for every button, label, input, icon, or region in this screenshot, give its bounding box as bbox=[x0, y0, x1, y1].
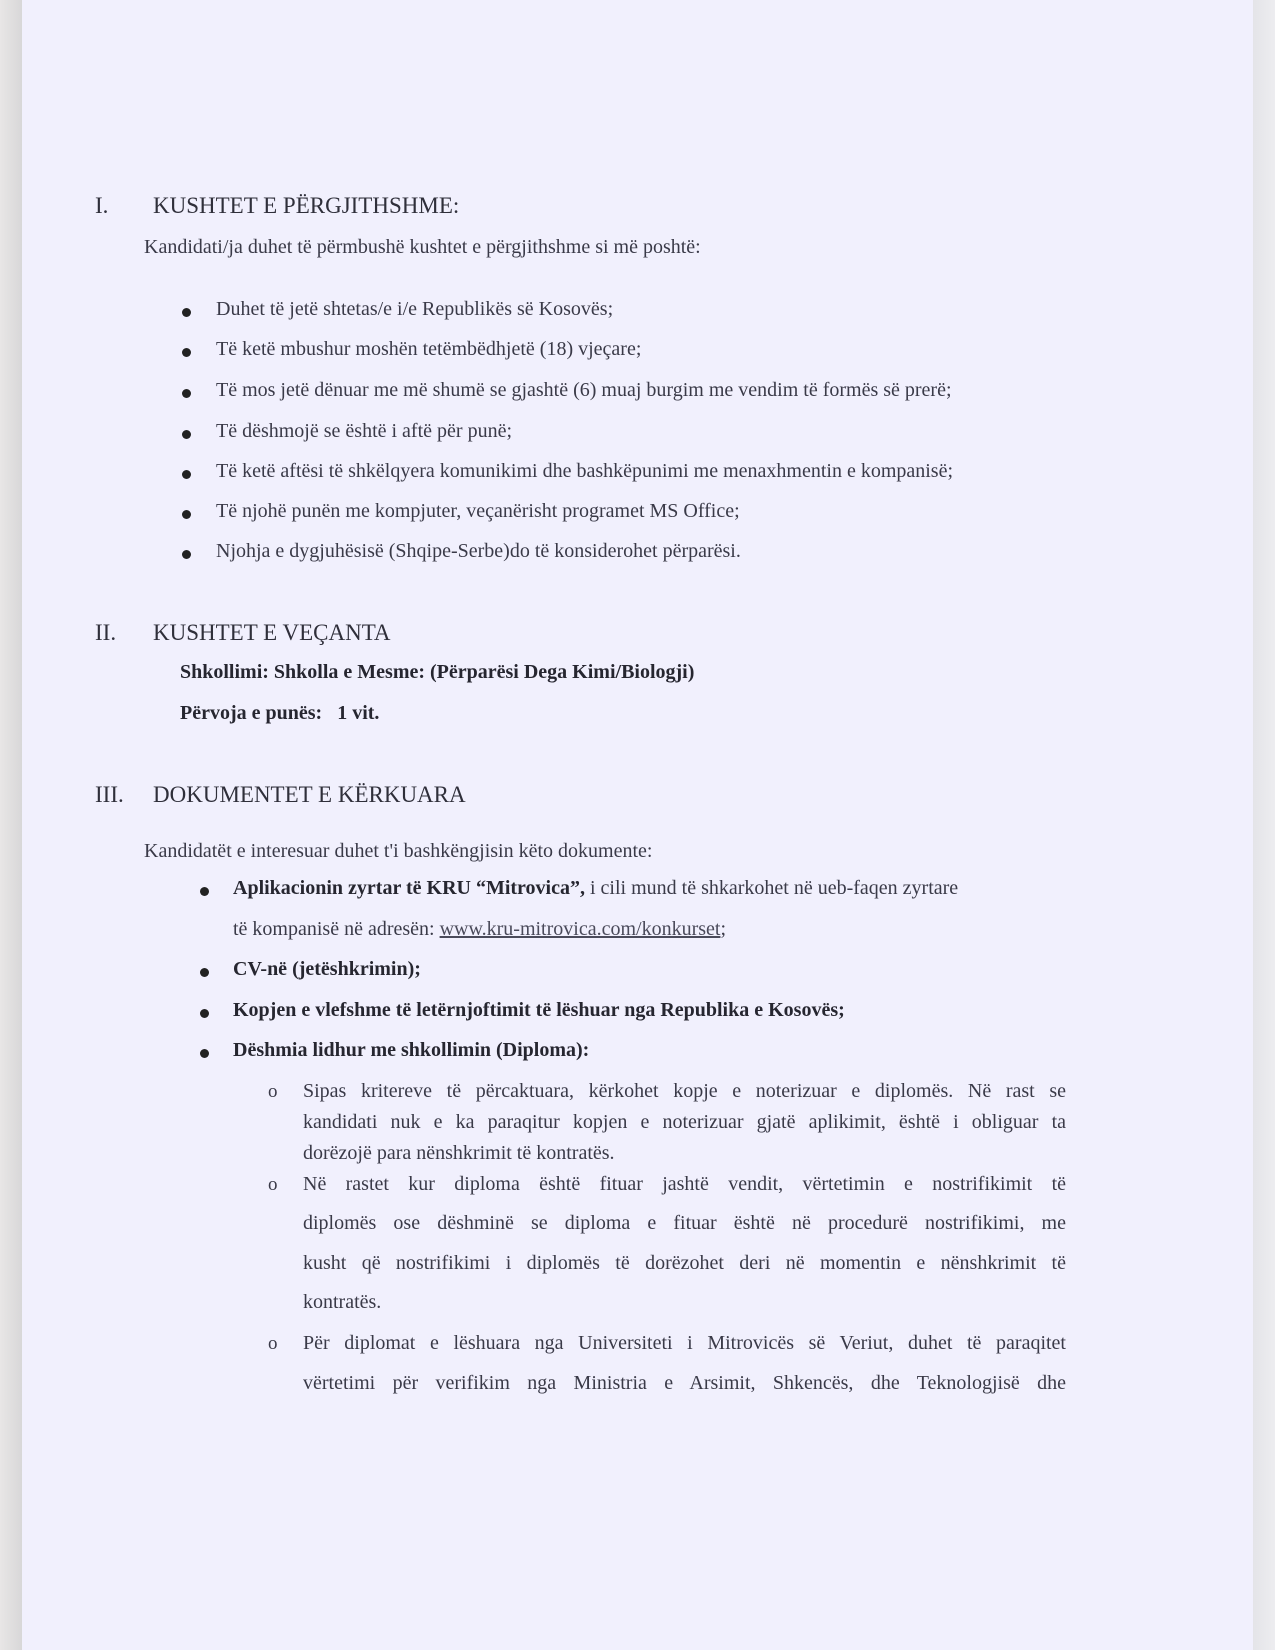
section-number: II. bbox=[95, 620, 117, 645]
bullet-icon bbox=[200, 887, 209, 896]
sub-item-line: Në rastet kur diploma është fituar jashtë vendit, vërtetimin e nostrifikimit të bbox=[303, 1173, 1066, 1195]
konkurset-link[interactable]: www.kru-mitrovica.com/konkurset bbox=[439, 918, 721, 940]
section-number: I. bbox=[95, 193, 109, 218]
sub-item-line: Sipas kritereve të përcaktuara, kërkohet kopje e noterizuar e diplomës. Në rast se bbox=[303, 1080, 1066, 1102]
bullet-icon bbox=[182, 430, 191, 439]
list-item: CV-në (jetëshkrimin); bbox=[233, 958, 421, 980]
section-1-intro: Kandidati/ja duhet të përmbushë kushtet e përgjithshme si më poshtë: bbox=[144, 236, 701, 258]
circle-bullet-icon: o bbox=[268, 1333, 278, 1354]
list-item: Të ketë aftësi të shkëlqyera komunikimi dhe bashkëpunimi me menaxhmentin e kompanisë; bbox=[216, 460, 954, 482]
section-title: KUSHTET E PËRGJITHSHME: bbox=[153, 193, 460, 218]
circle-bullet-icon: o bbox=[268, 1174, 278, 1195]
work-experience-requirement: Përvoja e punës: 1 vit. bbox=[180, 702, 380, 724]
section-title: DOKUMENTET E KËRKUARA bbox=[153, 782, 466, 807]
list-item: Duhet të jetë shtetas/e i/e Republikës së Kosovës; bbox=[216, 298, 614, 320]
scan-left-edge bbox=[0, 0, 22, 1650]
bullet-icon bbox=[182, 389, 191, 398]
bullet-icon bbox=[182, 470, 191, 479]
list-item: Të ketë mbushur moshën tetëmbëdhjetë (18) vjeçare; bbox=[216, 338, 642, 360]
item-text: të kompanisë në adresën: bbox=[233, 918, 440, 940]
list-item: Kopjen e vlefshme të letërnjoftimit të lëshuar nga Republika e Kosovës; bbox=[233, 999, 845, 1021]
section-3-intro: Kandidatët e interesuar duhet t'i bashkëngjisin këto dokumente: bbox=[144, 840, 653, 862]
section-title: KUSHTET E VEÇANTA bbox=[153, 620, 391, 645]
sub-item-line: dorëzojë para nënshkrimit të kontratës. bbox=[303, 1142, 615, 1164]
document-page bbox=[22, 0, 1253, 1650]
section-number: III. bbox=[95, 782, 124, 807]
list-item-continuation bbox=[233, 918, 726, 941]
sub-item-line: kandidati nuk e ka paraqitur kopjen e noterizuar gjatë aplikimit, është i obliguar ta bbox=[303, 1111, 1066, 1133]
bullet-icon bbox=[200, 1009, 209, 1018]
list-item: Njohja e dygjuhësisë (Shqipe-Serbe)do të konsiderohet përparësi. bbox=[216, 540, 741, 562]
education-requirement: Shkollimi: Shkolla e Mesme: (Përparësi Dega Kimi/Biologji) bbox=[180, 661, 695, 683]
bullet-icon bbox=[200, 968, 209, 977]
sub-item-line: Për diplomat e lëshuara nga Universiteti i Mitrovicës së Veriut, duhet të paraqitet bbox=[303, 1332, 1066, 1354]
scan-right-edge bbox=[1253, 0, 1275, 1650]
sub-item-line: diplomës ose dëshminë se diploma e fituar është në procedurë nostrifikimi, me bbox=[303, 1212, 1066, 1234]
item-text: i cili mund të shkarkohet në ueb-faqen zyrtare bbox=[585, 877, 959, 899]
list-item: Dëshmia lidhur me shkollimin (Diploma): bbox=[233, 1039, 590, 1061]
circle-bullet-icon: o bbox=[268, 1081, 278, 1102]
list-item bbox=[233, 877, 958, 900]
list-item: Të mos jetë dënuar me më shumë se gjashtë (6) muaj burgim me vendim të formës së prerë; bbox=[216, 379, 952, 401]
bullet-icon bbox=[182, 510, 191, 519]
sub-item-line: kusht që nostrifikimi i diplomës të dorëzohet deri në momentin e nënshkrimit të bbox=[303, 1252, 1066, 1274]
sub-item-line: vërtetimi për verifikim nga Ministria e Arsimit, Shkencës, dhe Teknologjisë dhe bbox=[303, 1372, 1066, 1394]
sub-item-line: kontratës. bbox=[303, 1291, 382, 1313]
bullet-icon bbox=[200, 1049, 209, 1058]
list-item: Të njohë punën me kompjuter, veçanërisht programet MS Office; bbox=[216, 500, 740, 522]
bullet-icon bbox=[182, 348, 191, 357]
bullet-icon bbox=[182, 308, 191, 317]
item-text: ; bbox=[720, 918, 727, 940]
bullet-icon bbox=[182, 550, 191, 559]
list-item: Të dëshmojë se është i aftë për punë; bbox=[216, 420, 512, 442]
item-bold-text: Aplikacionin zyrtar të KRU “Mitrovica”, bbox=[233, 877, 585, 899]
